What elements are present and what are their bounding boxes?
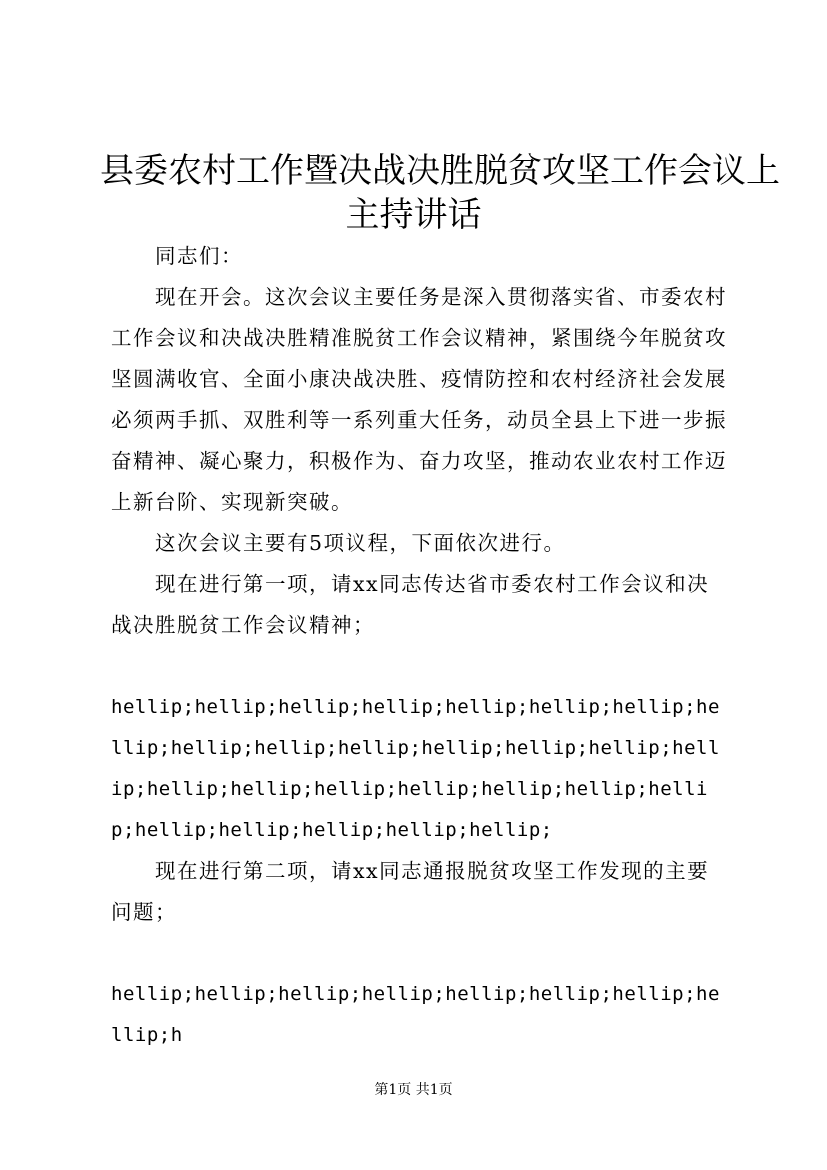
paragraph-item-2: 现在进行第二项，请xx同志通报脱贫攻坚工作发现的主要问题； [111, 859, 710, 924]
paragraph-opening: 现在开会。这次会议主要任务是深入贯彻落实省、市委农村工作会议和决战决胜精准脱贫工作会议精神，紧围绕今年脱贫攻坚圆满收官、全面小康决战决胜、疫情防控和农村经济社会发展必须两手抓、双胜利等一系列重大任务，动员全县上下进一步振奋精神、凝心聚力，积极作为、奋力攻坚，推动农业农村工作迈上新台阶、实现新突破。 [111, 285, 727, 514]
page-footer: 第1页 共1页 [374, 1082, 453, 1098]
ellipsis-block-2: hellip;hellip;hellip;hellip;hellip;hellip;hellip;hellip;h [111, 983, 720, 1046]
paragraph-agenda: 这次会议主要有5项议程，下面依次进行。 [155, 531, 566, 555]
paragraph-item-1: 现在进行第一项，请xx同志传达省市委农村工作会议和决战决胜脱贫工作会议精神； [111, 572, 710, 637]
blank-line [111, 933, 731, 974]
ellipsis-block-1: hellip;hellip;hellip;hellip;hellip;hellip;hellip;hellip;hellip;hellip;hellip;hellip;hellip;hellip;hellip;hellip;hellip;hellip;hellip;hellip;hellip;hellip;hellip;hellip;hellip;hellip;hellip; [111, 696, 720, 841]
salutation: 同志们： [155, 244, 243, 268]
document-title-line-1: 县委农村工作暨决战决胜脱贫攻坚工作会议上 [100, 151, 780, 191]
blank-line [111, 646, 731, 687]
document-title-line-2: 主持讲话 [345, 195, 482, 235]
document-body [111, 236, 731, 1056]
